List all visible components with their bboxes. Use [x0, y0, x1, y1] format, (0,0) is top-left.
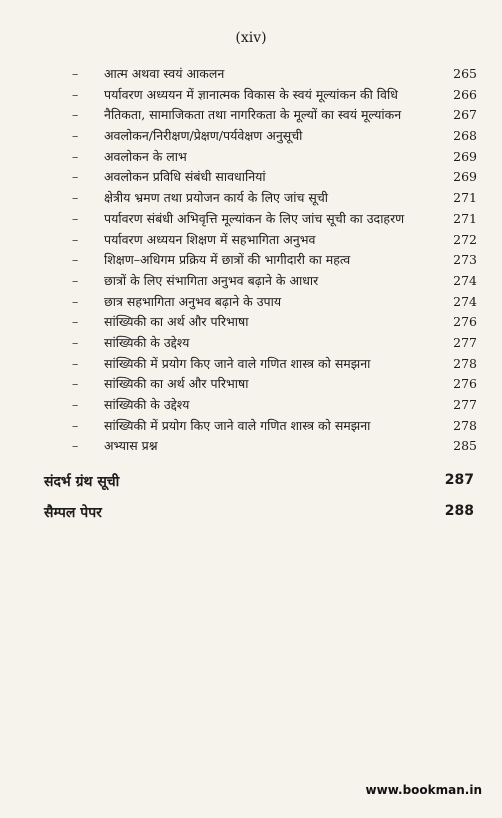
section-title: संदर्भ ग्रंथ सूची: [44, 474, 120, 490]
toc-entry-title: सांख्यिकी के उद्देश्य: [104, 397, 190, 412]
toc-list: [72, 64, 477, 457]
toc-entry-page: 269: [453, 148, 477, 164]
toc-entry: [72, 250, 477, 271]
footer-watermark: www.bookman.in: [365, 783, 482, 797]
toc-entry: [72, 64, 477, 85]
toc-entry-title: पर्यावरण संबंधी अभिवृत्ति मूल्यांकन के लिए जांच सूची का उदाहरण: [104, 210, 405, 226]
toc-entry-title: सांख्यिकी में प्रयोग किए जाने वाले गणित शास्त्र को समझना: [104, 355, 371, 371]
toc-entry-page: 267: [453, 107, 477, 123]
toc-entry-page: 277: [453, 397, 477, 412]
toc-entry: [72, 167, 477, 188]
toc-entry: [72, 188, 477, 209]
toc-entry-title: पर्यावरण अध्ययन में ज्ञानात्मक विकास के स्वयं मूल्यांकन की विधि: [104, 86, 398, 102]
toc-dash: –: [72, 438, 79, 454]
toc-entry-title: क्षेत्रीय भ्रमण तथा प्रयोजन कार्य के लिए जांच सूची: [104, 190, 328, 206]
toc-dash: –: [72, 190, 79, 206]
toc-dash: –: [72, 252, 79, 268]
toc-dash: –: [72, 148, 79, 164]
toc-entry: [72, 333, 477, 354]
toc-entry: [72, 354, 477, 375]
toc-entry: [72, 147, 477, 168]
toc-dash: –: [72, 272, 79, 288]
toc-entry-page: 273: [453, 252, 477, 268]
toc-entry-page: 274: [453, 293, 477, 309]
toc-dash: –: [72, 376, 79, 392]
toc-entry-page: 271: [453, 190, 477, 206]
toc-entry: [72, 374, 477, 395]
toc-section-sample-paper: [44, 503, 474, 522]
toc-entry: [72, 209, 477, 230]
page-number: (xiv): [235, 30, 267, 46]
toc-entry-title: सांख्यिकी का अर्थ और परिभाषा: [104, 376, 249, 392]
toc-entry-title: सांख्यिकी के उद्देश्य: [104, 334, 190, 350]
toc-entry-title: छात्रों के लिए संभागिता अनुभव बढ़ाने के आधार: [104, 272, 319, 288]
toc-dash: –: [72, 128, 79, 144]
toc-entry-title: पर्यावरण अध्ययन शिक्षण में सहभागिता अनुभव: [104, 231, 316, 247]
toc-entry-title: शिक्षण–अधिगम प्रक्रिय में छात्रों की भागीदारी का महत्व: [104, 252, 351, 268]
toc-entry-page: 278: [453, 355, 477, 371]
section-page: 287: [444, 472, 474, 488]
toc-entry-page: 276: [453, 314, 477, 330]
toc-dash: –: [72, 334, 79, 350]
toc-entry: [72, 395, 477, 416]
toc-entry: [72, 416, 477, 437]
toc-entry: [72, 292, 477, 313]
toc-dash: –: [72, 417, 79, 433]
toc-entry-page: 278: [453, 417, 477, 433]
toc-entry: [72, 105, 477, 126]
toc-entry-page: 265: [453, 66, 477, 81]
toc-entry: [72, 126, 477, 147]
toc-section-references: [44, 472, 474, 491]
toc-entry-title: छात्र सहभागिता अनुभव बढ़ाने के उपाय: [104, 293, 282, 309]
toc-dash: –: [72, 355, 79, 371]
toc-entry-title: अवलोकन/निरीक्षण/प्रेक्षण/पर्यवेक्षण अनुसूची: [104, 128, 303, 144]
toc-entry-page: 274: [453, 272, 477, 288]
toc-entry-title: आत्म अथवा स्वयं आकलन: [104, 66, 225, 81]
toc-entry-page: 285: [453, 438, 477, 454]
toc-entry-page: 272: [453, 231, 477, 247]
toc-entry-title: सांख्यिकी का अर्थ और परिभाषा: [104, 314, 249, 330]
toc-dash: –: [72, 397, 79, 412]
toc-dash: –: [72, 107, 79, 123]
toc-dash: –: [72, 86, 79, 102]
toc-entry-page: 269: [453, 169, 477, 185]
toc-entry: [72, 230, 477, 251]
toc-dash: –: [72, 210, 79, 226]
toc-entry-page: 277: [453, 334, 477, 350]
toc-dash: –: [72, 169, 79, 185]
toc-entry-title: अवलोकन के लाभ: [104, 148, 187, 164]
toc-dash: –: [72, 231, 79, 247]
toc-entry-title: अवलोकन प्रविधि संबंधी सावधानियां: [104, 169, 266, 185]
section-title: सैम्पल पेपर: [44, 505, 102, 521]
toc-entry-title: नैतिकता, सामाजिकता तथा नागरिकता के मूल्यों का स्वयं मूल्यांकन: [104, 107, 402, 123]
toc-entry-page: 268: [453, 128, 477, 144]
toc-entry: [72, 85, 477, 106]
toc-dash: –: [72, 66, 79, 81]
toc-entry: [72, 312, 477, 333]
toc-entry: [72, 271, 477, 292]
toc-entry-title: अभ्यास प्रश्न: [104, 438, 158, 454]
toc-dash: –: [72, 314, 79, 330]
toc-entry-page: 276: [453, 376, 477, 392]
toc-entry-title: सांख्यिकी में प्रयोग किए जाने वाले गणित शास्त्र को समझना: [104, 417, 371, 433]
toc-entry-page: 271: [453, 210, 477, 226]
section-page: 288: [444, 503, 474, 519]
toc-entry-page: 266: [453, 86, 477, 102]
toc-dash: –: [72, 293, 79, 309]
toc-entry: [72, 436, 477, 457]
